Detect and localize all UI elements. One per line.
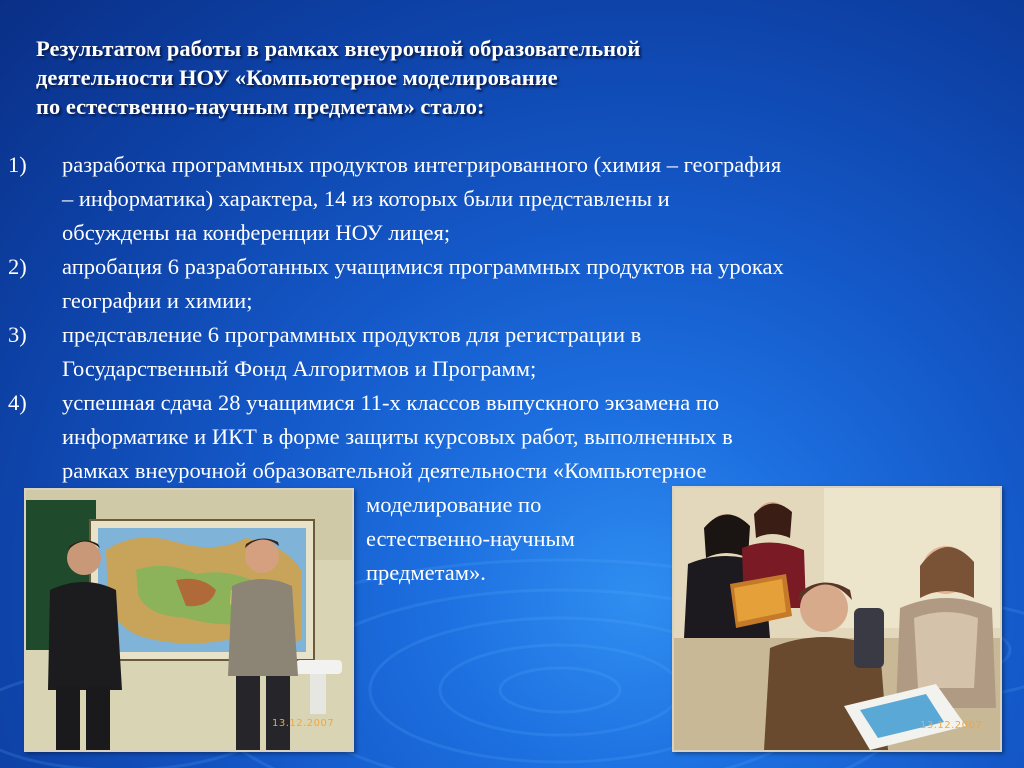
list-item-number: 2) [8,254,27,279]
list-item-line: успешная сдача 28 учащимися 11-х классов выпускного экзамена по [62,390,720,415]
list-item-line: Государственный Фонд Алгоритмов и Программ; [62,356,537,381]
title-line: деятельности НОУ «Компьютерное моделирование [36,65,558,90]
list-item [8,386,1018,488]
photo-date-stamp: 13.12.2007 [920,720,983,731]
list-item-line: апробация 6 разработанных учащимися программных продуктов на уроках [62,254,784,279]
list-item-line: естественно-научным [366,526,575,551]
list-item-line: моделирование по [366,492,542,517]
photo-illustration [674,488,1000,750]
list-item-number: 3) [8,322,27,347]
list-item [8,318,1018,386]
photo-illustration [26,490,352,750]
photo-date-stamp: 13.12.2007 [272,718,335,729]
list-item-number: 1) [8,152,27,177]
photo-students-at-map [24,488,354,752]
list-item-number: 4) [8,390,27,415]
list-item-line: обсуждены на конференции НОУ лицея; [62,220,451,245]
list-item [8,148,1018,250]
title-line: Результатом работы в рамках внеурочной образовательной [36,36,641,61]
title-line: по естественно-научным предметам» стало: [36,94,485,119]
list-item-line: информатике и ИКТ в форме защиты курсовых работ, выполненных в [62,424,733,449]
list-item [8,250,1018,318]
list-item-line: разработка программных продуктов интегрированного (химия – география [62,152,782,177]
results-list [8,148,1018,488]
list-item-line: – информатика) характера, 14 из которых были представлены и [62,186,670,211]
photo-students-at-desks [672,486,1002,752]
list-item-line: предметам». [366,560,486,585]
list-item-line: представление 6 программных продуктов для регистрации в [62,322,642,347]
list-item-continuation [366,488,666,590]
list-item-line: географии и химии; [62,288,253,313]
list-item-line: рамках внеурочной образовательной деятельности «Компьютерное [62,458,707,483]
slide-title [36,34,856,121]
